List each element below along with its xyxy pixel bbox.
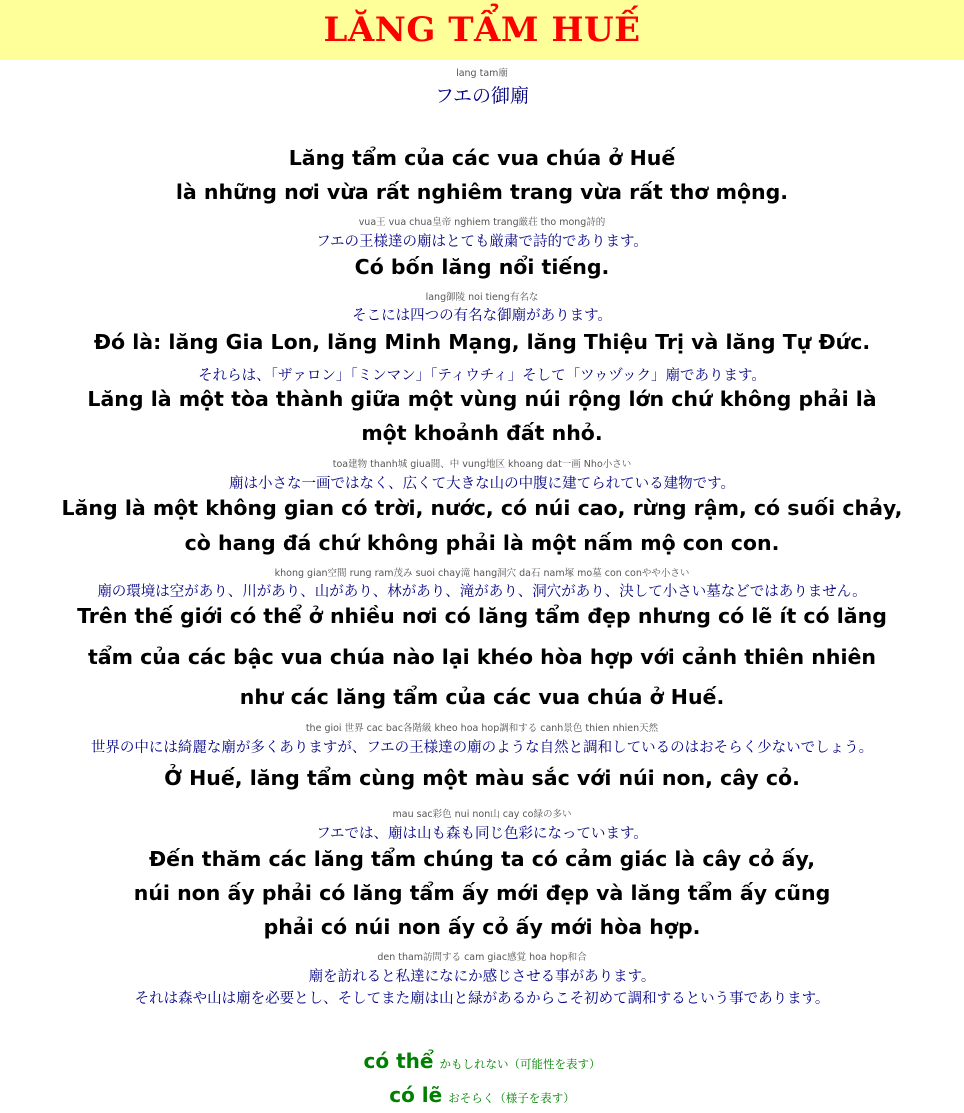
vietnamese-line: Ở Huế, lăng tẩm cùng một màu sắc với núi non, cây cỏ.: [164, 766, 800, 790]
japanese-translation: 廟を訪れると私達になにか感じさせる事があります。: [308, 969, 656, 985]
japanese-translation: そこには四つの有名な御廟があります。: [352, 308, 612, 324]
vocab-gloss: khong gian空間 rung ram茂み suoi chay滝 hang洞穴 da石 nam塚 mo墓 con conやや小さい: [274, 568, 690, 579]
vocab-gloss: the gioi 世界 cac bac各階級 kheo hoa hop調和する canh景色 thien nhien天然: [305, 723, 659, 734]
vietnamese-line: Trên thế giới có thể ở nhiều nơi có lăng tẩm đẹp nhưng có lẽ ít có lăng: [77, 604, 887, 628]
vietnamese-line: như các lăng tẩm của các vua chúa ở Huế.: [239, 685, 725, 709]
page-title: LĂNG TẨM HUẾ: [323, 10, 641, 50]
vietnamese-line: một khoảnh đất nhỏ.: [361, 421, 603, 445]
title-banner: [0, 0, 964, 60]
vietnamese-line: Đến thăm các lăng tẩm chúng ta có cảm giác là cây cỏ ấy,: [148, 847, 816, 871]
vocab-gloss: lang御陵 noi tieng有名な: [425, 292, 539, 303]
vocab-gloss: toa建物 thanh城 giua間、中 vung地区 khoang dat一画 Nho小さい: [332, 459, 632, 470]
japanese-translation: それは森や山は廟を必要とし、そしてまた廟は山と緑があるからこそ初めて調和するという事であります。: [134, 991, 830, 1007]
vietnamese-line: tẩm của các bậc vua chúa nào lại khéo hòa hợp với cảnh thiên nhiên: [87, 645, 876, 669]
vocab-gloss: mau sac彩色 nui non山 cay co緑の多い: [392, 809, 572, 820]
vietnamese-line: Lăng là một tòa thành giữa một vùng núi rộng lớn chứ không phải là: [87, 387, 877, 411]
vietnamese-line: phải có núi non ấy cỏ ấy mới hòa hợp.: [263, 915, 701, 939]
japanese-translation: 廟の環境は空があり、川があり、山があり、林があり、滝があり、洞穴があり、決して小さい墓などではありません。: [97, 584, 867, 600]
vietnamese-line: Có bốn lăng nổi tiếng.: [354, 255, 610, 279]
vocab-entry: [0, 1049, 964, 1073]
vocab-term: có thể: [363, 1049, 434, 1073]
vietnamese-line: Lăng là một không gian có trời, nước, có núi cao, rừng rậm, có suối chảy,: [61, 496, 903, 520]
vietnamese-line: là những nơi vừa rất nghiêm trang vừa rất thơ mộng.: [175, 180, 789, 204]
header-gloss: lang tam廟: [456, 68, 508, 79]
vocab-gloss: den tham訪問する cam giac感覚 hoa hop和合: [377, 952, 587, 963]
vietnamese-line: Đó là: lăng Gia Lon, lăng Minh Mạng, lăng Thiệu Trị và lăng Tự Đức.: [93, 330, 871, 354]
vietnamese-line: Lăng tẩm của các vua chúa ở Huế: [288, 146, 676, 170]
japanese-translation: フエでは、廟は山も森も同じ色彩になっています。: [316, 826, 648, 842]
vietnamese-line: núi non ấy phải có lăng tẩm ấy mới đẹp và lăng tẩm ấy cũng: [133, 881, 831, 905]
vocab-term: có lẽ: [389, 1083, 443, 1107]
vocab-meaning: おそらく（様子を表す）: [448, 1091, 575, 1105]
vietnamese-line: cò hang đá chứ không phải là một nấm mộ con con.: [184, 531, 780, 555]
japanese-translation: 世界の中には綺麗な廟が多くありますが、フエの王様達の廟のような自然と調和しているのはおそらく少ないでしょう。: [90, 740, 874, 756]
japanese-translation: それらは、「ザァロン」「ミンマン」「ティウチィ」そして「ツゥヅック」廟であります。: [198, 368, 766, 384]
vocab-gloss: vua王 vua chua皇帝 nghiem trang厳荘 tho mong詩的: [358, 217, 606, 228]
vocab-meaning: かもしれない（可能性を表す）: [439, 1057, 601, 1071]
japanese-translation: フエの王様達の廟はとても厳粛で詩的であります。: [316, 234, 648, 250]
header-japanese: フエの御廟: [434, 85, 530, 107]
japanese-translation: 廟は小さな一画ではなく、広くて大きな山の中腹に建てられている建物です。: [228, 476, 736, 492]
vocab-entry: [0, 1083, 964, 1107]
